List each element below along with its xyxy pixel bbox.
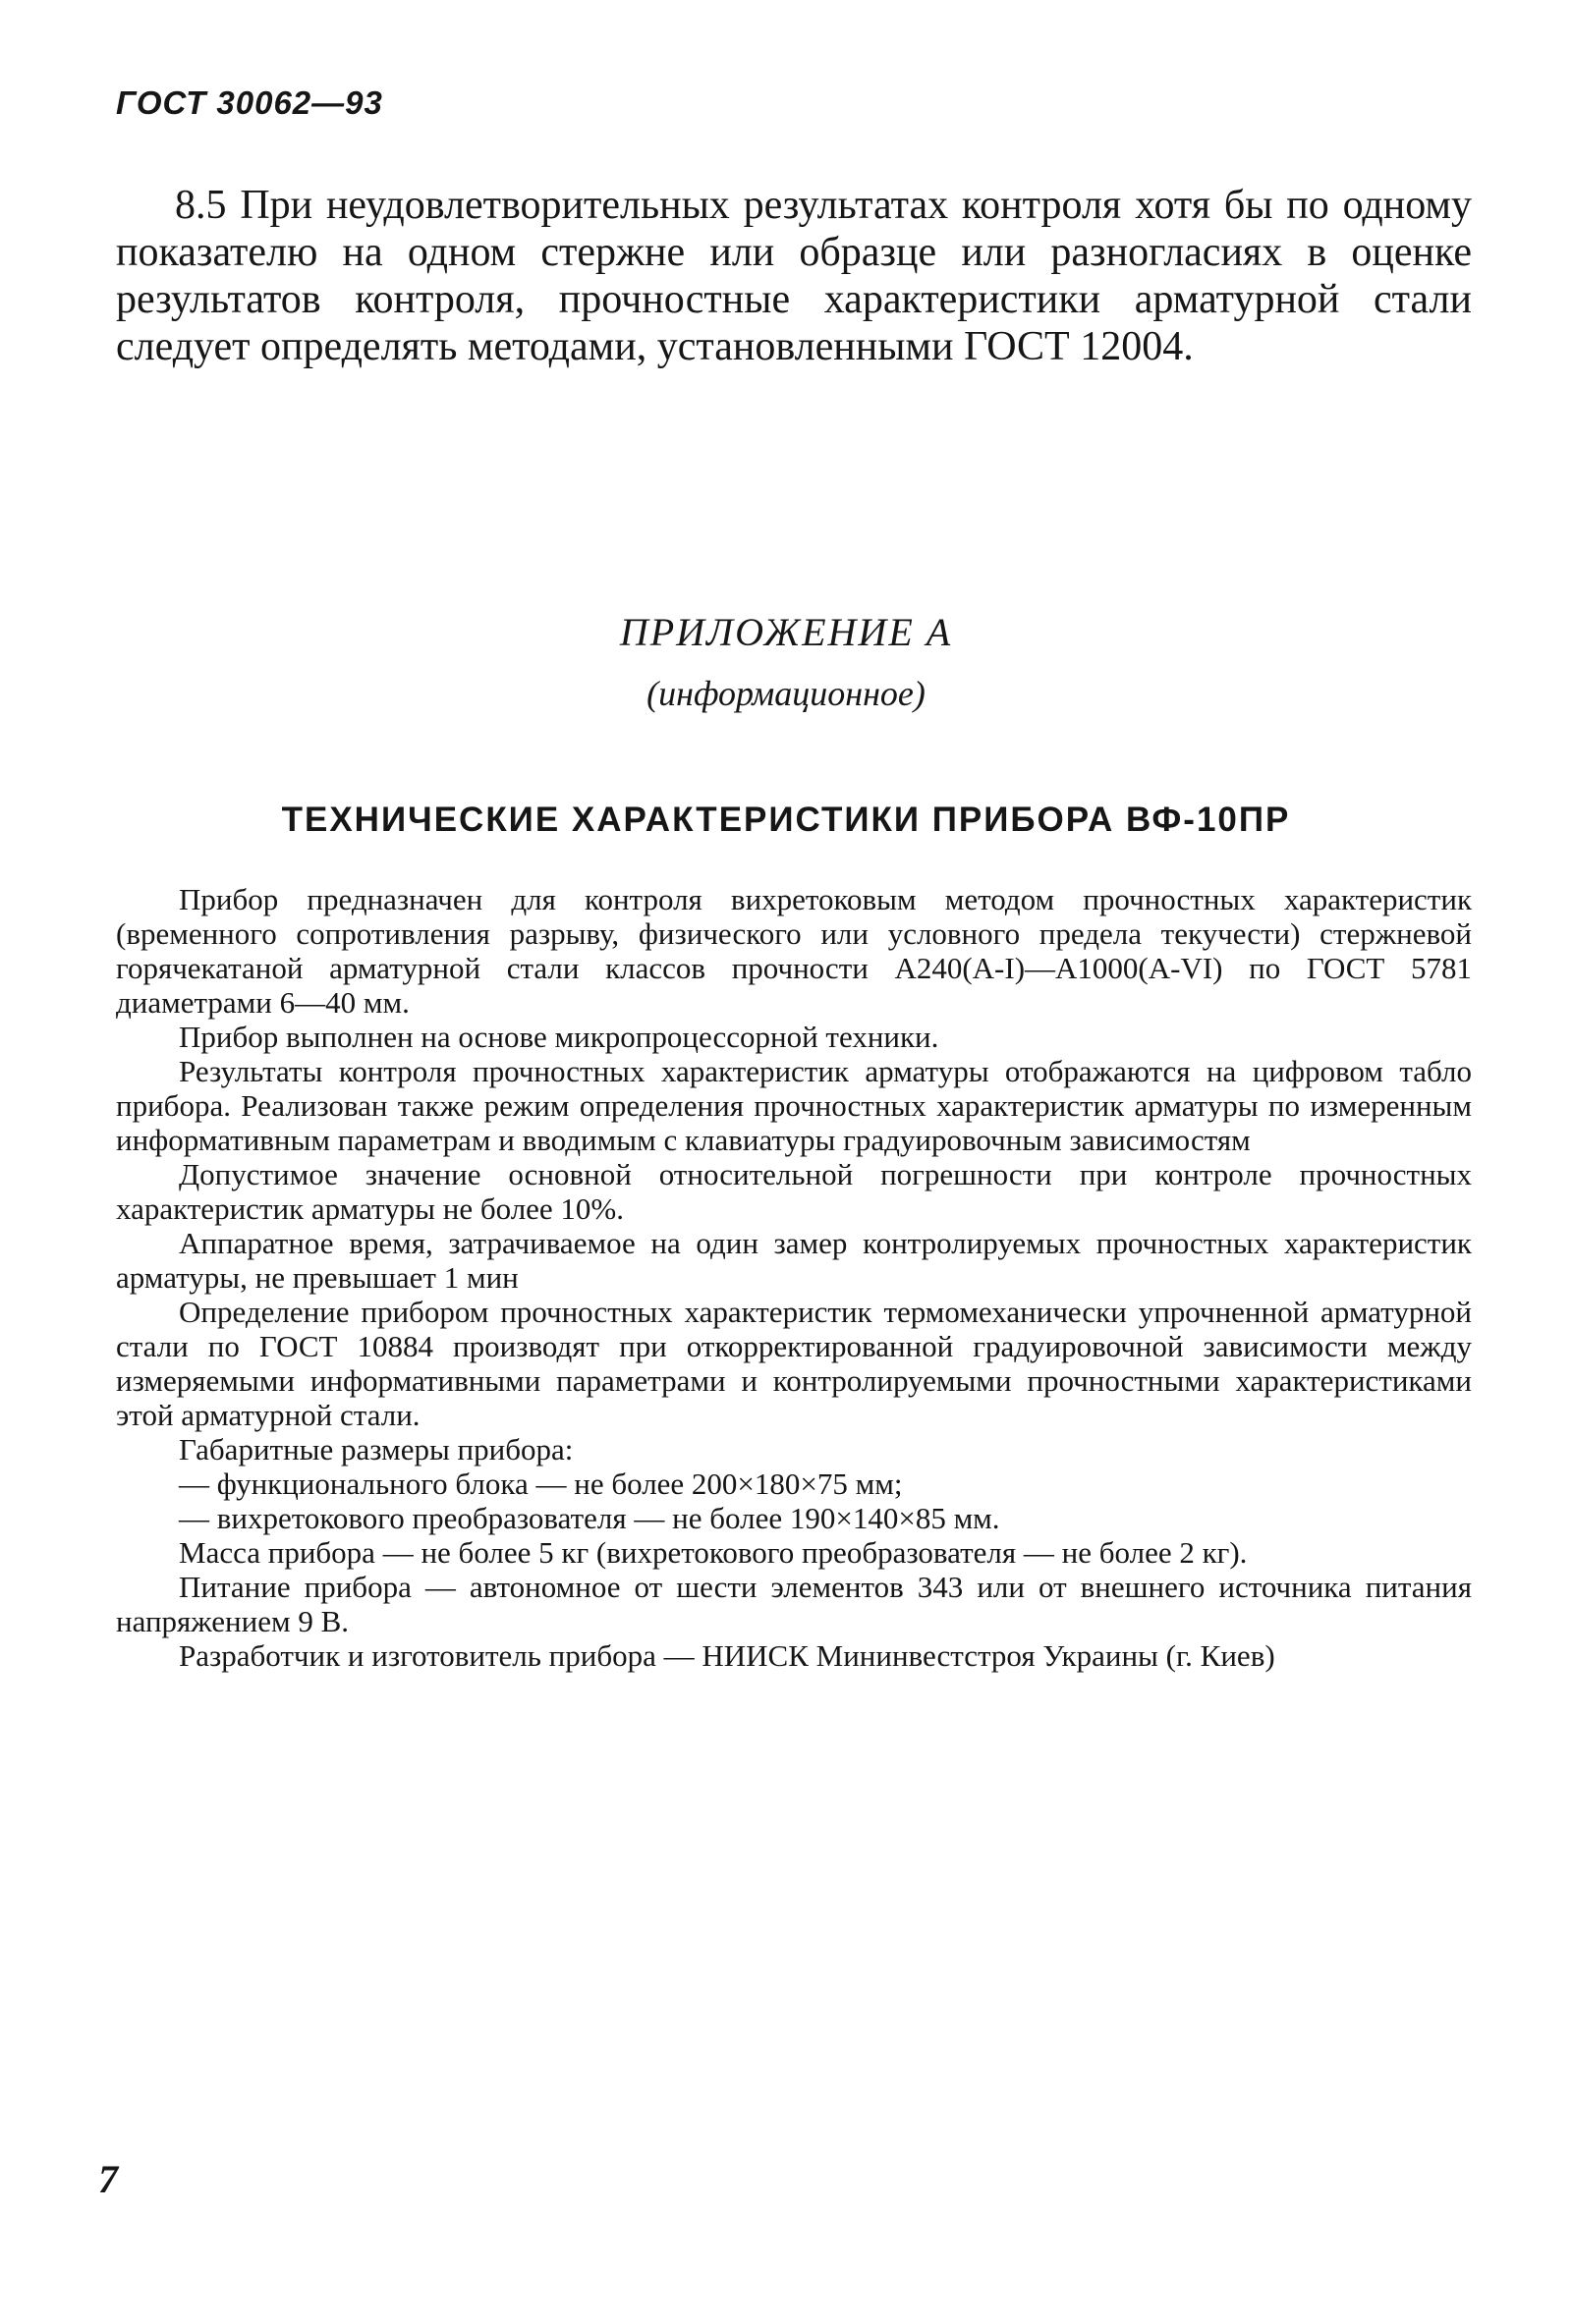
page-number: 7 [98, 2157, 118, 2201]
paragraph-error: Допустимое значение основной относительной погрешности при контроле прочностных характеристик арматуры не более 10%. [116, 1157, 1472, 1226]
document-header: ГОСТ 30062—93 [116, 84, 383, 121]
paragraph-purpose: Прибор предназначен для контроля вихретоковым методом прочностных характеристик (временного сопротивления разрыву, физического или условного предела текучести) стержневой горячекатаной арматурной стали классов прочности А240(А-I)—А1000(А-VI) по ГОСТ 5781 диаметрами 6—40 мм. [116, 882, 1472, 1020]
body-text [116, 882, 1472, 1673]
paragraph-hardware: Прибор выполнен на основе микропроцессорной техники. [179, 1020, 939, 1054]
appendix-title: ПРИЛОЖЕНИЕ А [619, 610, 953, 654]
paragraph-dimensions: Габаритные размеры прибора: [179, 1432, 574, 1466]
intro-paragraph: 8.5 При неудовлетворительных результатах контроля хотя бы по одному показателю на одном стержне или образце или разногласиях в оценке результатов контроля, прочностные характеристики арматурной стали следует определять методами, установленными ГОСТ 12004. [116, 183, 1472, 369]
paragraph-determination: Определение прибором прочностных характеристик термомеханически упрочненной арматурной стали по ГОСТ 10884 производят при откорректированной градуировочной зависимости между измеряемыми информативными параметрами и контролируемыми прочностными характеристиками этой арматурной стали. [116, 1295, 1472, 1432]
paragraph-mass: Масса прибора — не более 5 кг (вихретокового преобразователя — не более 2 кг). [179, 1535, 1248, 1570]
paragraph-results: Результаты контроля прочностных характеристик арматуры отображаются на цифровом табло прибора. Реализован также режим определения прочностных характеристик арматуры по измеренным информативным параметрам и вводимым с клавиатуры градуировочным зависимостям [116, 1054, 1472, 1157]
paragraph-power: Питание прибора — автономное от шести элементов 343 или от внешнего источника питания напряжением 9 В. [116, 1570, 1472, 1638]
paragraph-time: Аппаратное время, затрачиваемое на один замер контролируемых прочностных характеристик арматуры, не превышает 1 мин [116, 1226, 1472, 1295]
dimension-item-converter: — вихретокового преобразователя — не более 190×140×85 мм. [179, 1501, 1000, 1535]
paragraph-developer: Разработчик и изготовитель прибора — НИИСК Мининвестстроя Украины (г. Киев) [179, 1638, 1275, 1673]
appendix-subtitle: (информационное) [646, 674, 926, 713]
dimension-item-block: — функционального блока — не более 200×180×75 мм; [179, 1466, 903, 1501]
section-title: ТЕХНИЧЕСКИЕ ХАРАКТЕРИСТИКИ ПРИБОРА ВФ-10ПР [281, 801, 1291, 839]
